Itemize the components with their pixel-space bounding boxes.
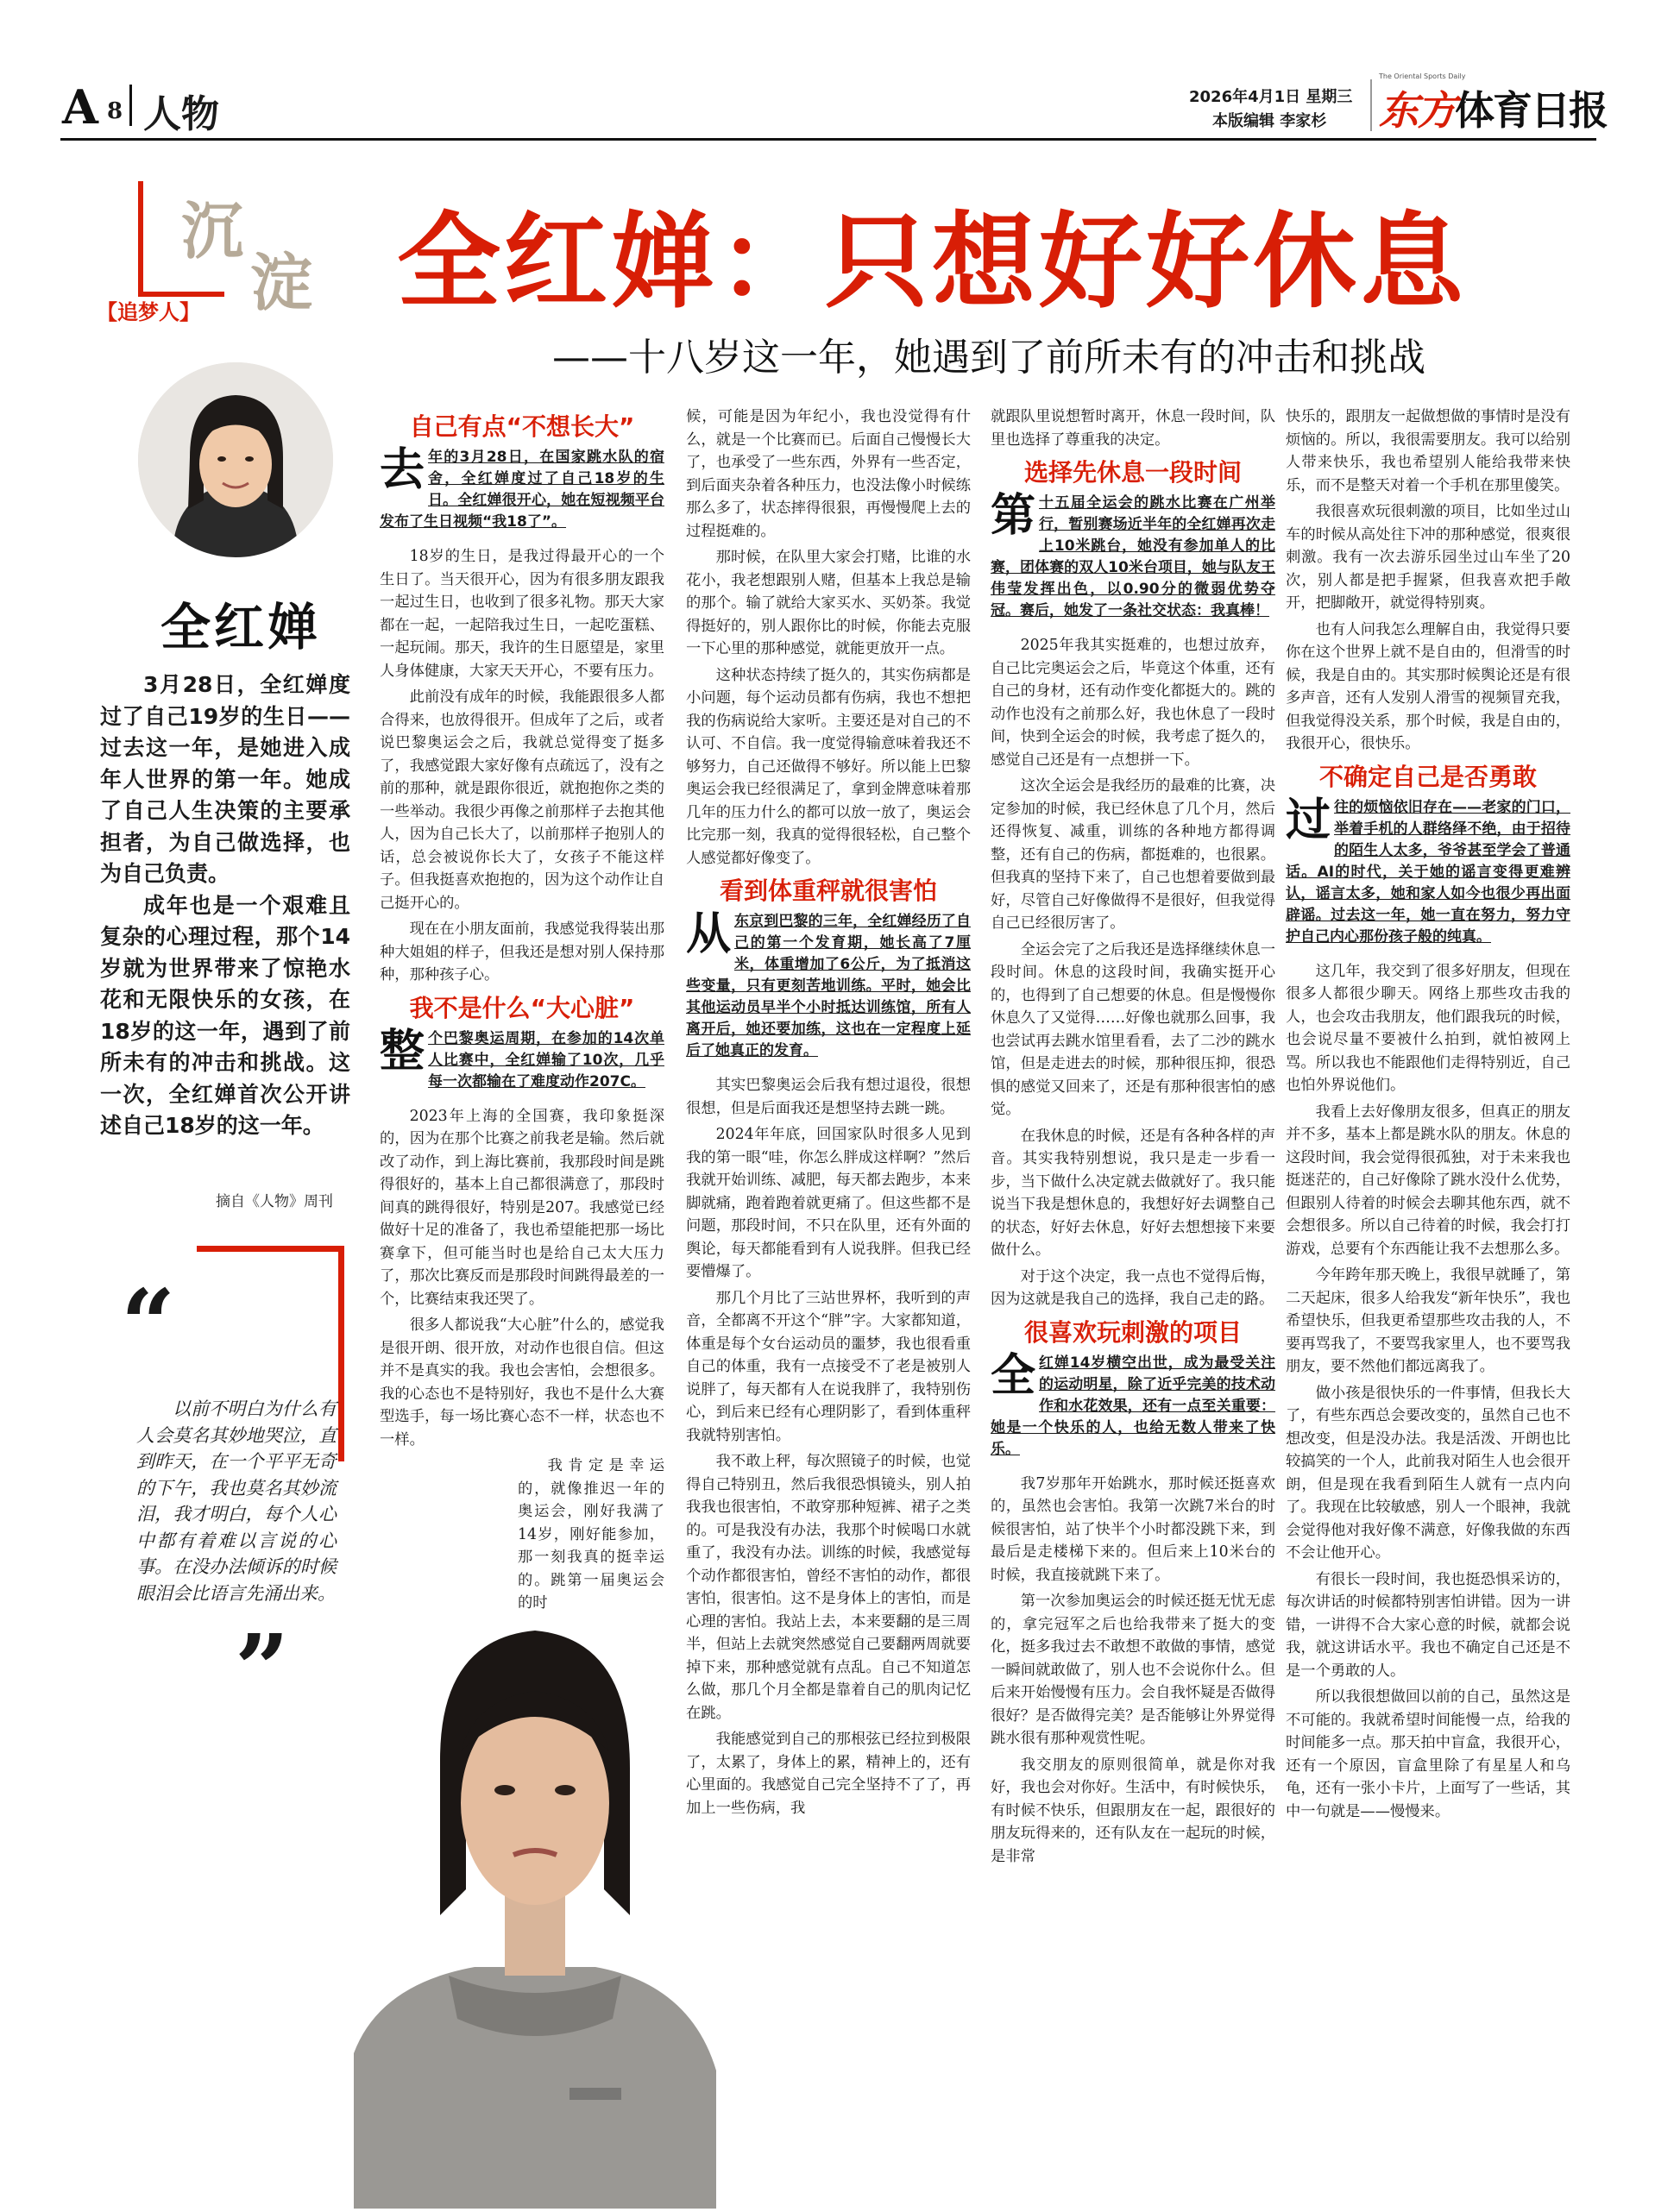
intro-paragraph: 成年也是一个艰难且复杂的心理过程，那个14岁就为世界带来了惊艳水花和无限快乐的女孩，在18岁的这一年，遇到了前所未有的冲击和挑战。这一次，全红婵首次公开讲述自己18岁的这一年。: [100, 892, 350, 1138]
kicker-char-2: 淀: [250, 246, 313, 319]
paragraph: 快乐的，跟朋友一起做想做的事情时是没有烦恼的。所以，我很需要朋友。我可以给别人带来快乐，我也希望别人能给我带来快乐，而不是整天对着一个手机在那里傻笑。: [1286, 408, 1570, 494]
header-separator: [129, 85, 132, 126]
paragraph: 这种状态持续了挺久的，其实伤病都是小问题，每个运动员都有伤病，我也不想把我的伤病说给大家听。主要还是对自己的不认可、不自信。我一度觉得输意味着我还不够努力，自己还做得不够好。所以能上巴黎奥运会我已经很满足了，拿到金牌意味着那几年的压力什么的都可以放一放了，奥运会比完那一刻，我真的觉得很轻松，自己整个人感觉都好像变了。: [686, 666, 971, 867]
paragraph: 很多人都说我“大心脏”什么的，感觉我是很开朗、很开放，对动作也很自信。但这并不是真实的我。我也会害怕，会想很多。我的心态也不是特别好，我也不是什么大赛型选手，每一场比赛心态不一样，状态也不一样。: [380, 1317, 664, 1448]
paragraph: 也有人问我怎么理解自由，我觉得只要你在这个世界上就不是自由的，但滑雪的时候，我是自由的。其实那时候舆论还是有很多声音，还有人发别人滑雪的视频冒充我，但我觉得没关系，那个时候，我是自由的，我很开心，很快乐。: [1286, 620, 1570, 752]
quote-open-mark: “: [121, 1268, 176, 1379]
quote-bar-vertical: [338, 1246, 344, 1461]
section-heading: 我不是什么“大心脏”: [409, 993, 635, 1022]
paragraph: 有很长一段时间，我也挺恐惧采访的，每次讲话的时候都特别害怕讲错。因为一讲错，一讲得不合大家心意的时候，就都会说我，就这讲话水平。我也不确定自己还是不是一个勇敢的人。: [1286, 1570, 1570, 1680]
page-number: 8: [107, 98, 123, 124]
article-column-2: [686, 405, 971, 1823]
paragraph: 我肯定是幸运的，就像推迟一年的奥运会，刚好我满了14岁，刚好能参加，那一刻我真的挺幸运的。跳第一届奥运会的时: [518, 1457, 664, 1612]
paragraph: 在我休息的时候，还是有各种各样的声音。其实我特别想说，我只是走一步看一步，当下做什么决定就去做就好了。我只能说当下我是想休息的，我想好好去调整自己的状态，好好去休息，好好去想想接下来要做什么。: [991, 1127, 1275, 1259]
section-lead: [991, 1349, 1275, 1461]
quote-bar-horizontal: [197, 1246, 343, 1252]
paragraph: 2023年上海的全国赛，我印象挺深的，因为在那个比赛之前我老是输。然后就改了动作，到上海比赛前，我那段时间是跳得很好的，基本上自己都很满意了，那段时间真的跳得很好，特别是207。我感觉已经做好十足的准备了，我也希望能把那一场比赛拿下，但可能当时也是给自己太大压力了，那次比赛反而是那段时间跳得最差的一个，比赛结束我还哭了。: [380, 1107, 664, 1308]
newspaper-logo: [1379, 72, 1607, 136]
paragraph: 2025年我其实挺难的，也想过放弃，自己比完奥运会之后，毕竟这个体重，还有自己的身材，还有动作变化都挺大的。跳的动作也没有之前那么好，我也休息了一段时间，快到全运会的时候，我考虑了挺久的，感觉自己还是有一点想拼一下。: [991, 637, 1275, 769]
paragraph: 我7岁那年开始跳水，那时候还挺喜欢的，虽然也会害怕。我第一次跳7米台的时候很害怕，站了快半个小时都没跳下来，到最后是走楼梯下来的。但后来上10米台的时候，我直接就跳下来了。: [991, 1474, 1275, 1584]
article-column-4: [1286, 405, 1570, 1826]
issue-date: 2026年4月1日 星期三: [1189, 88, 1353, 106]
lead-text: 十五届全运会的跳水比赛在广州举行，暂别赛场近半年的全红婵再次走上10米跳台，她没有参加单人的比赛，团体赛的双人10米台项目，她与队友王伟莹发挥出色，以0.90分的微弱优势夺冠。赛后，她发了一条社交状态：我真棒！: [991, 494, 1275, 619]
paragraph: 今年跨年那天晚上，我很早就睡了，第二天起床，很多人给我发“新年快乐”，我也希望快乐，但我更希望那些攻击我的人，不要再骂我了，不要骂我家里人，也不要骂我朋友，要不然他们都远离我了。: [1286, 1266, 1570, 1375]
paragraph: 此前没有成年的时候，我能跟很多人都合得来，也放得很开。但成年了之后，或者说巴黎奥运会之后，我就总觉得变了挺多了，我感觉跟大家好像有点疏远了，没有之前的那种，就是跟你很近，就抱抱你之类的一些举动。我很少再像之前那样子去抱其他人，因为自己长大了，以前那样子抱别人的话，总会被说你长大了，女孩子不能这样子。但我挺喜欢抱抱的，因为这个动作让自己挺开心的。: [380, 688, 664, 912]
drop-cap: 从: [686, 908, 732, 960]
portrait-avatar: [138, 362, 333, 557]
profile-name: 全红婵: [160, 598, 322, 657]
section-heading: 看到体重秤就很害怕: [719, 877, 937, 905]
page-letter: A: [62, 79, 98, 135]
section-lead: [686, 908, 971, 1062]
section-lead: [380, 1025, 664, 1093]
section-heading: 很喜欢玩刺激的项目: [1023, 1317, 1242, 1347]
paragraph: 2024年年底，回国家队时很多人见到我的第一眼“哇，你怎么胖成这样啊？”然后我就开始训练、减肥，每天都去跑步，本来脚就痛，跑着跑着就更痛了。但这些都不是问题，那段时间，不只在队里，还有外面的舆论，每天都能看到有人说我胖。但我已经要懵爆了。: [686, 1126, 971, 1280]
headline: 全红婵：只想好好休息: [397, 203, 1467, 323]
lead-text: 往的烦恼依旧存在——老家的门口，举着手机的人群络绎不绝，由于招待的陌生人太多，爷爷甚至学会了普通话。AI的时代，关于她的谣言变得更难辨认，谣言太多，她和家人如今也很少再出面辟谣。过去这一年，她一直在努力，努力守护自己内心那份孩子般的纯真。: [1286, 798, 1570, 946]
paragraph: 现在在小朋友面前，我感觉我得装出那种大姐姐的样子，但我还是想对别人保持那种，那种孩子心。: [380, 921, 664, 983]
lead-text: 个巴黎奥运周期，在参加的14次单人比赛中，全红婵输了10次，几乎每一次都输在了难度动作207C。: [428, 1029, 664, 1090]
paragraph: 候，可能是因为年纪小，我也没觉得有什么，就是一个比赛而已。后面自己慢慢长大了，也承受了一些东西，外界有一些否定，到后面夹杂着各种压力，也没法像小时候练那么多了，状态摔得很狠，再慢慢爬上去的过程挺难的。: [686, 408, 971, 540]
paragraph: 我交朋友的原则很简单，就是你对我好，我也会对你好。生活中，有时候快乐，有时候不快乐，但跟朋友在一起，跟很好的朋友玩得来的，还有队友在一起玩的时候，是非常: [991, 1756, 1275, 1865]
paragraph: 其实巴黎奥运会后我有想过退役，很想很想，但是后面我还是想坚持去跳一跳。: [686, 1077, 971, 1117]
drop-cap: 全: [991, 1349, 1036, 1402]
quote-close-mark: ”: [235, 1613, 290, 1725]
kicker-char-1: 沉: [181, 194, 244, 267]
editor-credit: 本版编辑 李家杉: [1212, 112, 1327, 130]
section-lead: [991, 490, 1275, 622]
article-column-3: [991, 405, 1275, 1871]
paragraph: 对于这个决定，我一点也不觉得后悔，因为这就是我自己的选择，我自己走的路。: [991, 1267, 1275, 1308]
paragraph: 那几个月比了三站世界杯，我听到的声音，全都离不开这个“胖”字。大家都知道，体重是每个女台运动员的噩梦，我也很看重自己的体重，我有一点接受不了老是被别人说胖了，每天都有人在说我胖了，我特别伤心，到后来已经有心理阴影了，看到体重秤我就特别害怕。: [686, 1289, 971, 1444]
profile-intro: [100, 669, 350, 1142]
logo-part-b: 体育日报: [1455, 87, 1607, 134]
section-heading: 自己有点“不想长大”: [409, 412, 635, 441]
section-name: 人物: [143, 92, 219, 136]
pull-quote-text: 以前不明白为什么有人会莫名其妙地哭泣，直到昨天，在一个平平无奇的下午，我也莫名其妙流泪，我才明白，每个人心中都有着难以言说的心事。在没办法倾诉的时候眼泪会比语言先涌出来。: [136, 1398, 337, 1604]
portrait-illustration: [138, 362, 333, 557]
section-heading: 不确定自己是否勇敢: [1318, 762, 1537, 791]
paragraph: 那时候，在队里大家会打赌，比谁的水花小，我老想跟别人赌，但基本上我总是输的那个。输了就给大家买水、买奶茶。我觉得挺好的，别人跟你比的时候，你能去克服一下心里的那种感觉，就能更放开一点。: [686, 549, 971, 657]
drop-cap: 过: [1286, 794, 1331, 846]
athlete-photo: [354, 1605, 716, 2209]
drop-cap: 第: [991, 490, 1036, 542]
section-lead: [1286, 794, 1570, 948]
intro-paragraph: 3月28日，全红婵度过了自己19岁的生日——过去这一年，是她进入成年人世界的第一年。她成了自己人生决策的主要承担者，为自己做选择，也为自己负责。: [100, 672, 350, 886]
lead-text: 东京到巴黎的三年，全红婵经历了自己的第一个发育期，她长高了7厘米，体重增加了6公斤，为了抵消这些变量，只有更刻苦地训练。平时，她会比其他运动员早半个小时抵达训练馆，所有人离开后，她还要加练，这也在一定程度上延后了她真正的发育。: [686, 913, 971, 1059]
paragraph: 我不敢上秤，每次照镜子的时候，也觉得自己特别丑，然后我很恐惧镜头，别人拍我我也很害怕，不敢穿那种短裤、裙子之类的。可是我没有办法，我那个时候喝口水就重了，我没有办法。训练的时候，我感觉每个动作都很害怕，曾经不害怕的动作，都很害怕，很害怕。这不是身体上的害怕，而是心理的害怕。我站上去，本来要翻的是三周半，但站上去就突然感觉自己要翻两周就要掉下来，那种感觉就有点乱。自己不知道怎么做，那几个月全都是靠着自己的肌肉记忆在跳。: [686, 1453, 971, 1722]
column-tag: 【追梦人】: [97, 300, 200, 324]
athlete-photo-illustration: [354, 1605, 716, 2209]
paragraph: 所以我很想做回以前的自己，虽然这是不可能的。我就希望时间能慢一点，给我的时间能多一点。那天拍中盲盒，我很开心，还有一个原因，盲盒里除了有星星人和乌龟，还有一张小卡片，上面写了一些话，其中一句就是——慢慢来。: [1286, 1688, 1570, 1820]
header-vertical-divider: [1370, 79, 1372, 131]
paragraph: 就跟队里说想暂时离开，休息一段时间，队里也选择了尊重我的决定。: [991, 408, 1275, 449]
lead-text: 年的3月28日，在国家跳水队的宿舍，全红婵度过了自己18岁的生日。全红婵很开心，她在短视频平台发布了生日视频“我18了”。: [380, 449, 664, 531]
kicker-bar-vertical: [138, 181, 143, 292]
paragraph: 第一次参加奥运会的时候还挺无忧无虑的，拿完冠军之后也给我带来了挺大的变化，挺多我过去不敢想不敢做的事情，感觉一瞬间就敢做了，别人也不会说你什么。但后来开始慢慢有压力。会自我怀疑是否做得很好？是否做得完美？是否能够让外界觉得跳水很有那种观赏性呢。: [991, 1593, 1275, 1747]
source-credit: 摘自《人物》周刊: [216, 1193, 333, 1210]
section-heading: 选择先休息一段时间: [1023, 458, 1242, 487]
pull-quote: [136, 1396, 337, 1606]
article-column-1: [380, 405, 664, 1618]
paragraph: 我看上去好像朋友很多，但真正的朋友并不多，基本上都是跳水队的朋友。休息的这段时间，我会觉得很孤独，对于未来我也挺迷茫的，自己好像除了跳水没什么优势，但跟别人待着的时候会去聊其他东西，就不会想很多。所以自己待着的时候，我会打打游戏，总要有个东西能让我不去想那么多。: [1286, 1103, 1570, 1258]
logo-part-a: 东方: [1379, 87, 1455, 134]
paragraph: 做小孩是很快乐的一件事情，但我长大了，有些东西总会要改变的，虽然自己也不想改变，但是没办法。我是活泼、开朗也比较搞笑的一个人，此前我对陌生人也会很开朗，但是现在我看到陌生人就有一点内向了。我现在比较敏感，别人一个眼神，我就会觉得他对我好像不满意，好像我做的东西不会让他开心。: [1286, 1384, 1570, 1562]
paragraph: 18岁的生日，是我过得最开心的一个生日了。当天很开心，因为有很多朋友跟我一起过生日，也收到了很多礼物。那天大家都在一起，一起陪我过生日，一起吃蛋糕、一起玩闹。那天，我许的生日愿望是，家里人身体健康，大家天天开心，不要有压力。: [380, 548, 664, 680]
header-rule: [60, 138, 1596, 141]
lead-text: 红婵14岁横空出世，成为最受关注的运动明星，除了近乎完美的技术动作和水花效果，还有一点至关重要：她是一个快乐的人，也给无数人带来了快乐。: [991, 1354, 1275, 1458]
paragraph: 这几年，我交到了很多好朋友，但现在很多人都很少聊天。网络上那些攻击我的人，也会攻击我朋友，他们跟我玩的时候，也会说尽量不要被什么拍到，就怕被网上骂。所以我也不能跟他们走得特别近，自己也怕外界说他们。: [1286, 962, 1570, 1094]
logo-english: The Oriental Sports Daily: [1379, 72, 1466, 80]
section-lead: [380, 444, 664, 533]
paragraph: 我能感觉到自己的那根弦已经拉到极限了，太累了，身体上的累，精神上的，还有心里面的。我感觉自己完全坚持不了了，再加上一些伤病，我: [686, 1731, 971, 1817]
subheadline: ——十八岁这一年，她遇到了前所未有的冲击和挑战: [552, 336, 1425, 380]
paragraph: 这次全运会是我经历的最难的比赛，决定参加的时候，我已经休息了几个月，然后还得恢复、减重，训练的各种地方都得调整，还有自己的伤病，都挺难的，也很累。但我真的坚持下来了，自己也想着要做到最好，尽管自己好像做得不是很好，但我觉得自己已经很厉害了。: [991, 777, 1275, 932]
drop-cap: 整: [380, 1025, 425, 1078]
paragraph: 我很喜欢玩很刺激的项目，比如坐过山车的时候从高处往下冲的那种感觉，很爽很刺激。我有一次去游乐园坐过山车坐了20次，别人都是把手握紧，但我喜欢把手敞开，把脚敞开，就觉得特别爽。: [1286, 503, 1570, 612]
drop-cap: 去: [380, 444, 425, 496]
paragraph: 全运会完了之后我还是选择继续休息一段时间。休息的这段时间，我确实挺开心的，也得到了自己想要的休息。但是慢慢你休息久了又觉得……好像也就那么回事，我也尝试再去跳水馆里看看，去了二沙的跳水馆，但是走进去的时候，那种很压抑，很恐惧的感觉又回来了，还是有那种很害怕的感觉。: [991, 940, 1275, 1118]
